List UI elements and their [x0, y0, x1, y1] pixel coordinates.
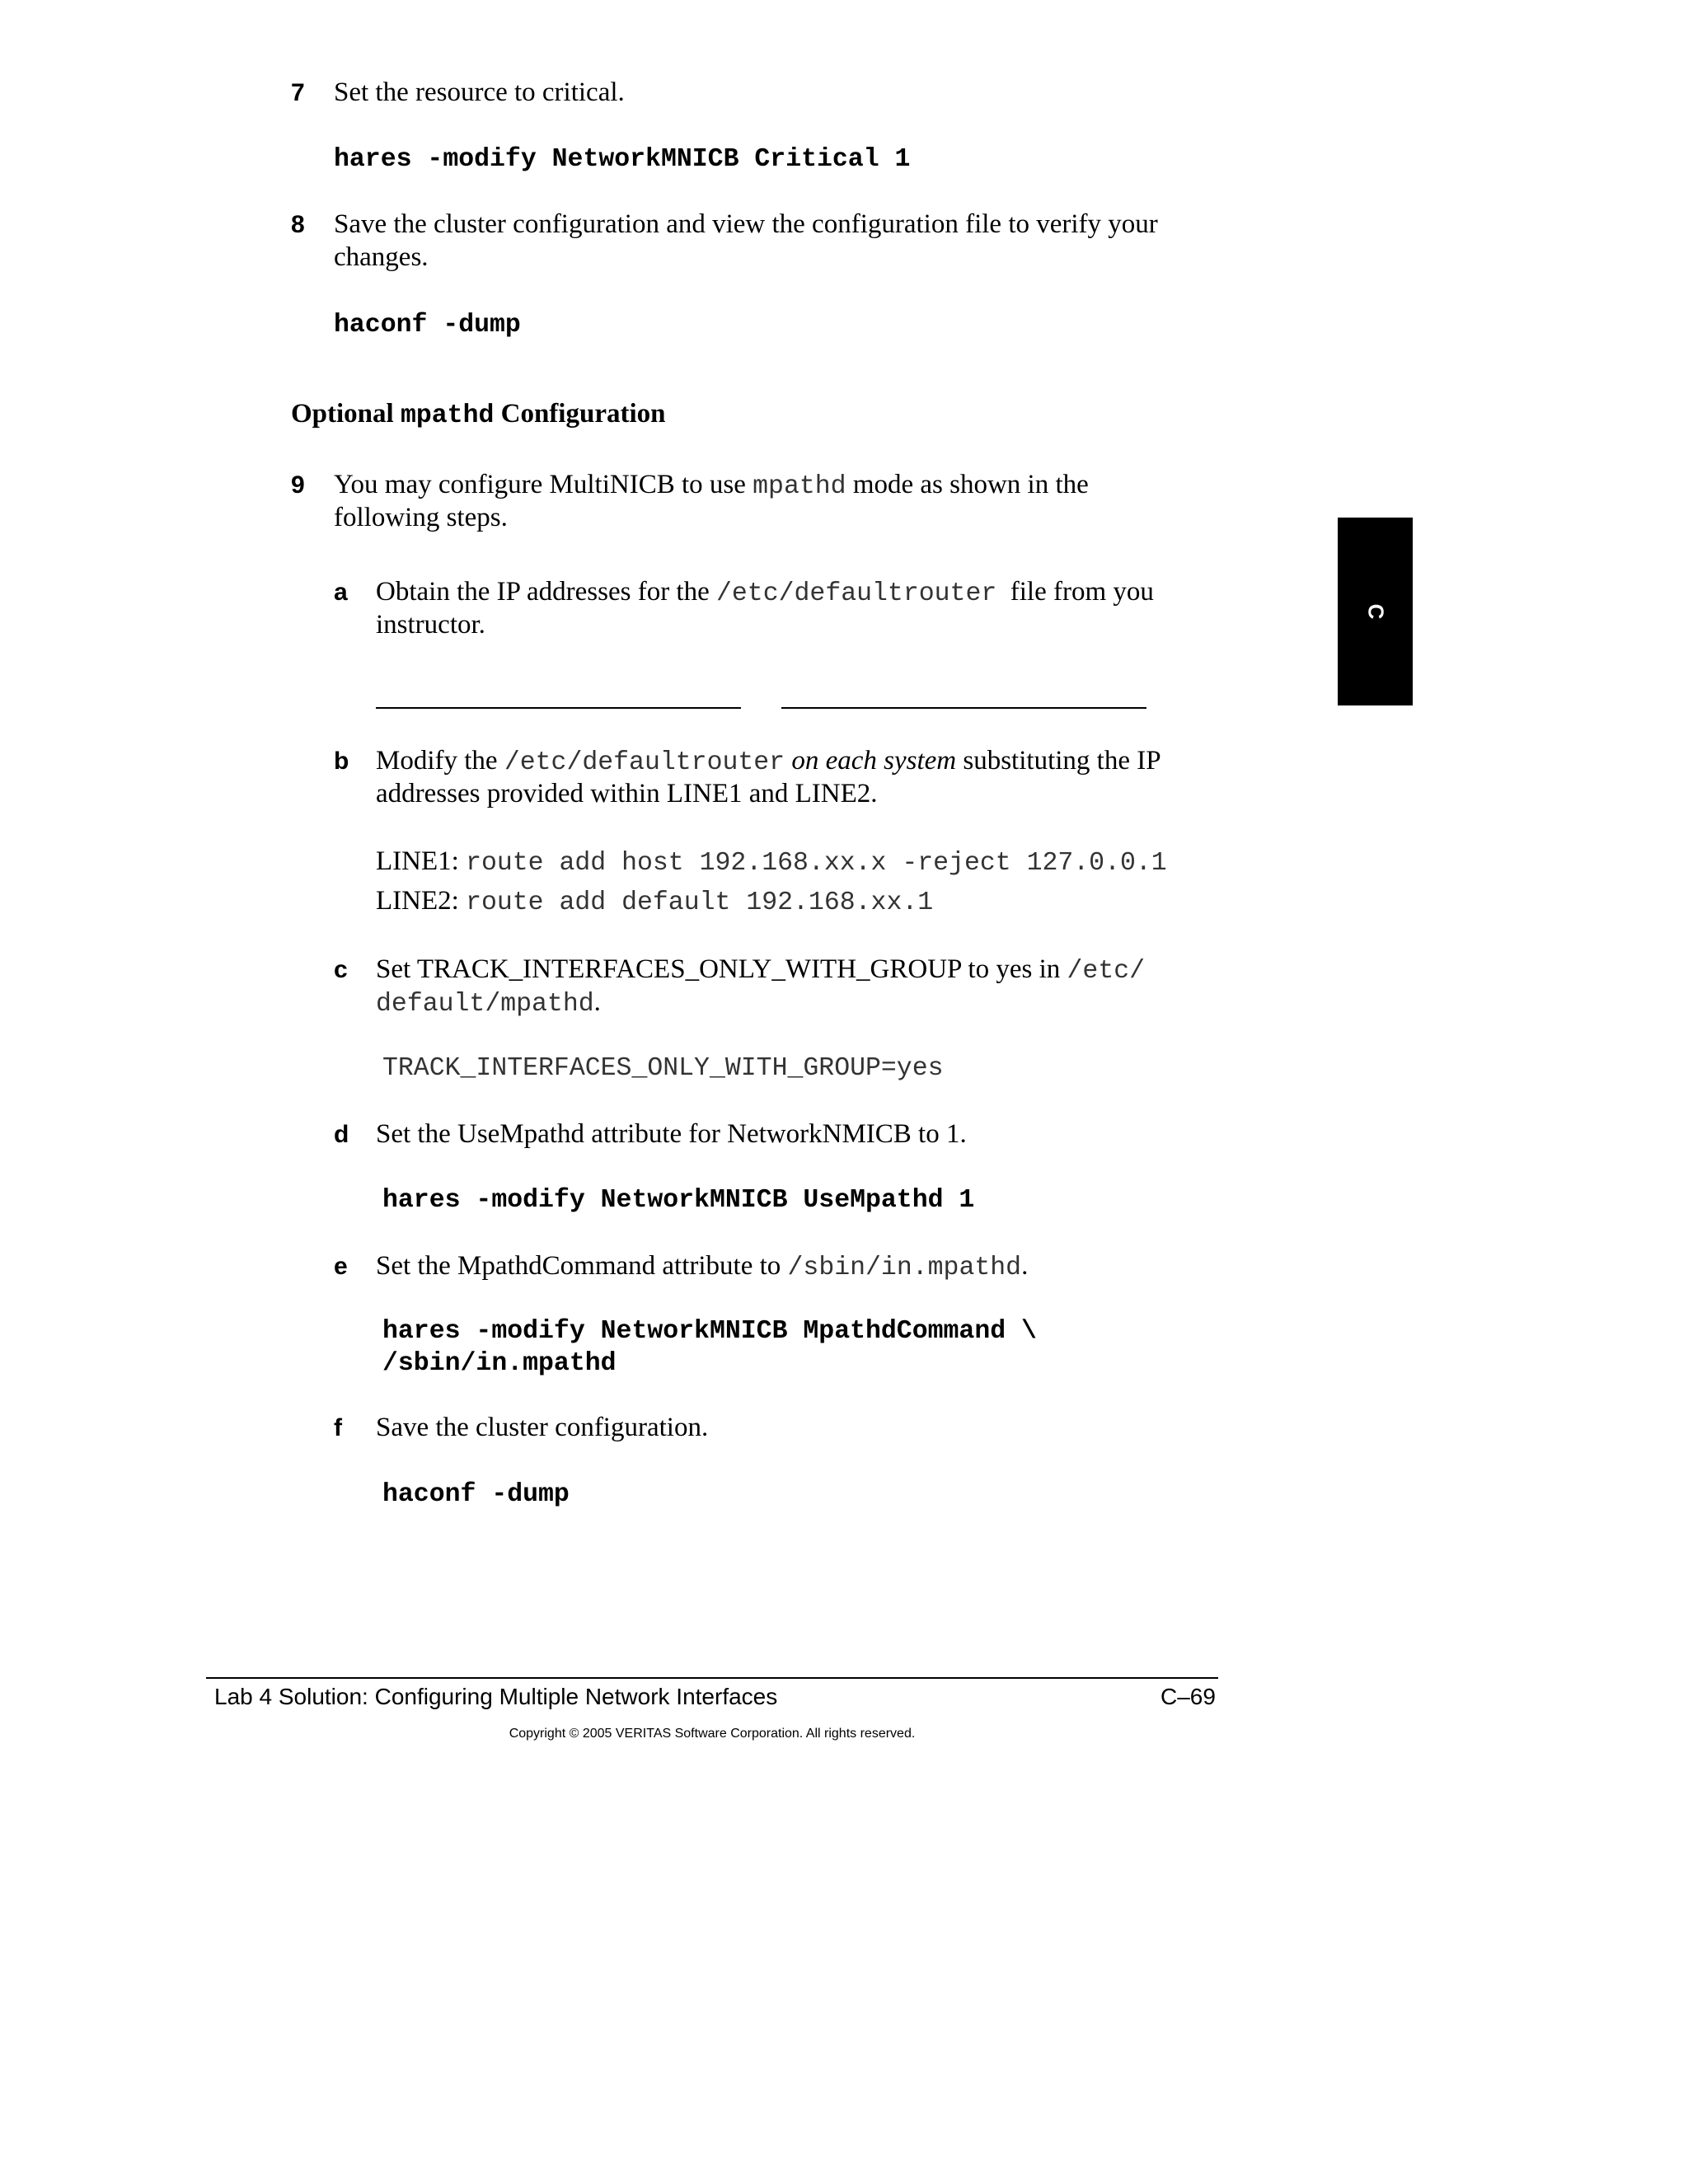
step-9-number: 9 — [291, 471, 305, 499]
substep-f-text: Save the cluster configuration. — [376, 1413, 709, 1442]
substep-e-command-line-1: hares -modify NetworkMNICB MpathdCommand \ — [382, 1317, 1037, 1346]
substep-e-command-line-2: /sbin/in.mpathd — [382, 1349, 617, 1378]
step-7-number: 7 — [291, 79, 305, 106]
answer-blank-1[interactable] — [376, 707, 741, 709]
substep-a-line-1 — [376, 575, 1154, 611]
substep-a-line-2: instructor. — [376, 610, 485, 640]
section-heading — [291, 399, 665, 430]
step-9-line-1 — [334, 468, 1089, 504]
substep-e-pre: Set the MpathdCommand attribute to — [376, 1251, 788, 1281]
substep-e-post: . — [1021, 1251, 1029, 1281]
substep-c-line-1 — [376, 953, 1145, 988]
substep-e-text — [376, 1249, 1028, 1285]
substep-f-command: haconf -dump — [382, 1480, 570, 1509]
substep-c-post: . — [593, 987, 601, 1017]
step-7-text: Set the resource to critical. — [334, 77, 625, 107]
line1-row — [376, 845, 1167, 880]
substep-d-letter: d — [334, 1121, 349, 1148]
step-8-line-1: Save the cluster configuration and view the configuration file to verify your — [334, 209, 1158, 239]
heading-mono: mpathd — [400, 401, 495, 430]
substep-c-code: TRACK_INTERFACES_ONLY_WITH_GROUP=yes — [382, 1054, 944, 1083]
substep-a-mono: /etc/defaultrouter — [716, 579, 997, 608]
chapter-tab — [1338, 518, 1413, 705]
step-8-line-2: changes. — [334, 242, 429, 272]
heading-pre: Optional — [291, 399, 401, 429]
line2-row — [376, 884, 933, 920]
substep-a-pre: Obtain the IP addresses for the — [376, 577, 716, 607]
step-8-number: 8 — [291, 211, 305, 238]
step-7-command: hares -modify NetworkMNICB Critical 1 — [334, 145, 911, 174]
substep-c-letter: c — [334, 956, 348, 983]
substep-b-italic: on each system — [785, 746, 957, 776]
line2-code: route add default 192.168.xx.1 — [466, 888, 934, 917]
step-9-line-2: following steps. — [334, 503, 508, 532]
copyright-notice: Copyright © 2005 VERITAS Software Corporation. All rights reserved. — [509, 1727, 916, 1741]
substep-a-post: file from you — [996, 577, 1154, 607]
substep-b-post: substituting the IP — [956, 746, 1161, 776]
footer-title: Lab 4 Solution: Configuring Multiple Network Interfaces — [214, 1684, 778, 1709]
substep-d-text: Set the UseMpathd attribute for NetworkNMICB to 1. — [376, 1119, 967, 1149]
substep-e-mono: /sbin/in.mpathd — [787, 1254, 1022, 1282]
substep-c-pre: Set TRACK_INTERFACES_ONLY_WITH_GROUP to yes in — [376, 954, 1067, 984]
footer-rule — [206, 1677, 1218, 1679]
substep-b-pre: Modify the — [376, 746, 504, 776]
step-9-post: mode as shown in the — [846, 470, 1089, 499]
substep-c-line-2 — [376, 986, 601, 1021]
substep-b-mono: /etc/defaultrouter — [504, 748, 785, 777]
substep-b-letter: b — [334, 748, 349, 775]
substep-e-letter: e — [334, 1253, 348, 1280]
substep-b-line-1 — [376, 744, 1161, 780]
substep-b-line-2: addresses provided within LINE1 and LINE2. — [376, 779, 878, 808]
line1-label: LINE1: — [376, 846, 459, 876]
footer-page-number: C–69 — [1160, 1684, 1216, 1709]
line2-label: LINE2: — [376, 886, 459, 916]
substep-f-letter: f — [334, 1414, 342, 1441]
step-9-mono: mpathd — [753, 472, 846, 501]
substep-c-mono2: default/mpathd — [376, 990, 594, 1019]
step-8-command: haconf -dump — [334, 311, 521, 340]
substep-d-command: hares -modify NetworkMNICB UseMpathd 1 — [382, 1186, 975, 1215]
answer-blank-2[interactable] — [781, 707, 1146, 709]
substep-c-mono1: /etc/ — [1067, 957, 1146, 986]
line1-code: route add host 192.168.xx.x -reject 127.0.0.1 — [466, 849, 1167, 878]
chapter-tab-letter: C — [1363, 603, 1388, 620]
heading-post: Configuration — [494, 399, 666, 429]
substep-a-letter: a — [334, 579, 348, 606]
step-9-pre: You may configure MultiNICB to use — [334, 470, 753, 499]
